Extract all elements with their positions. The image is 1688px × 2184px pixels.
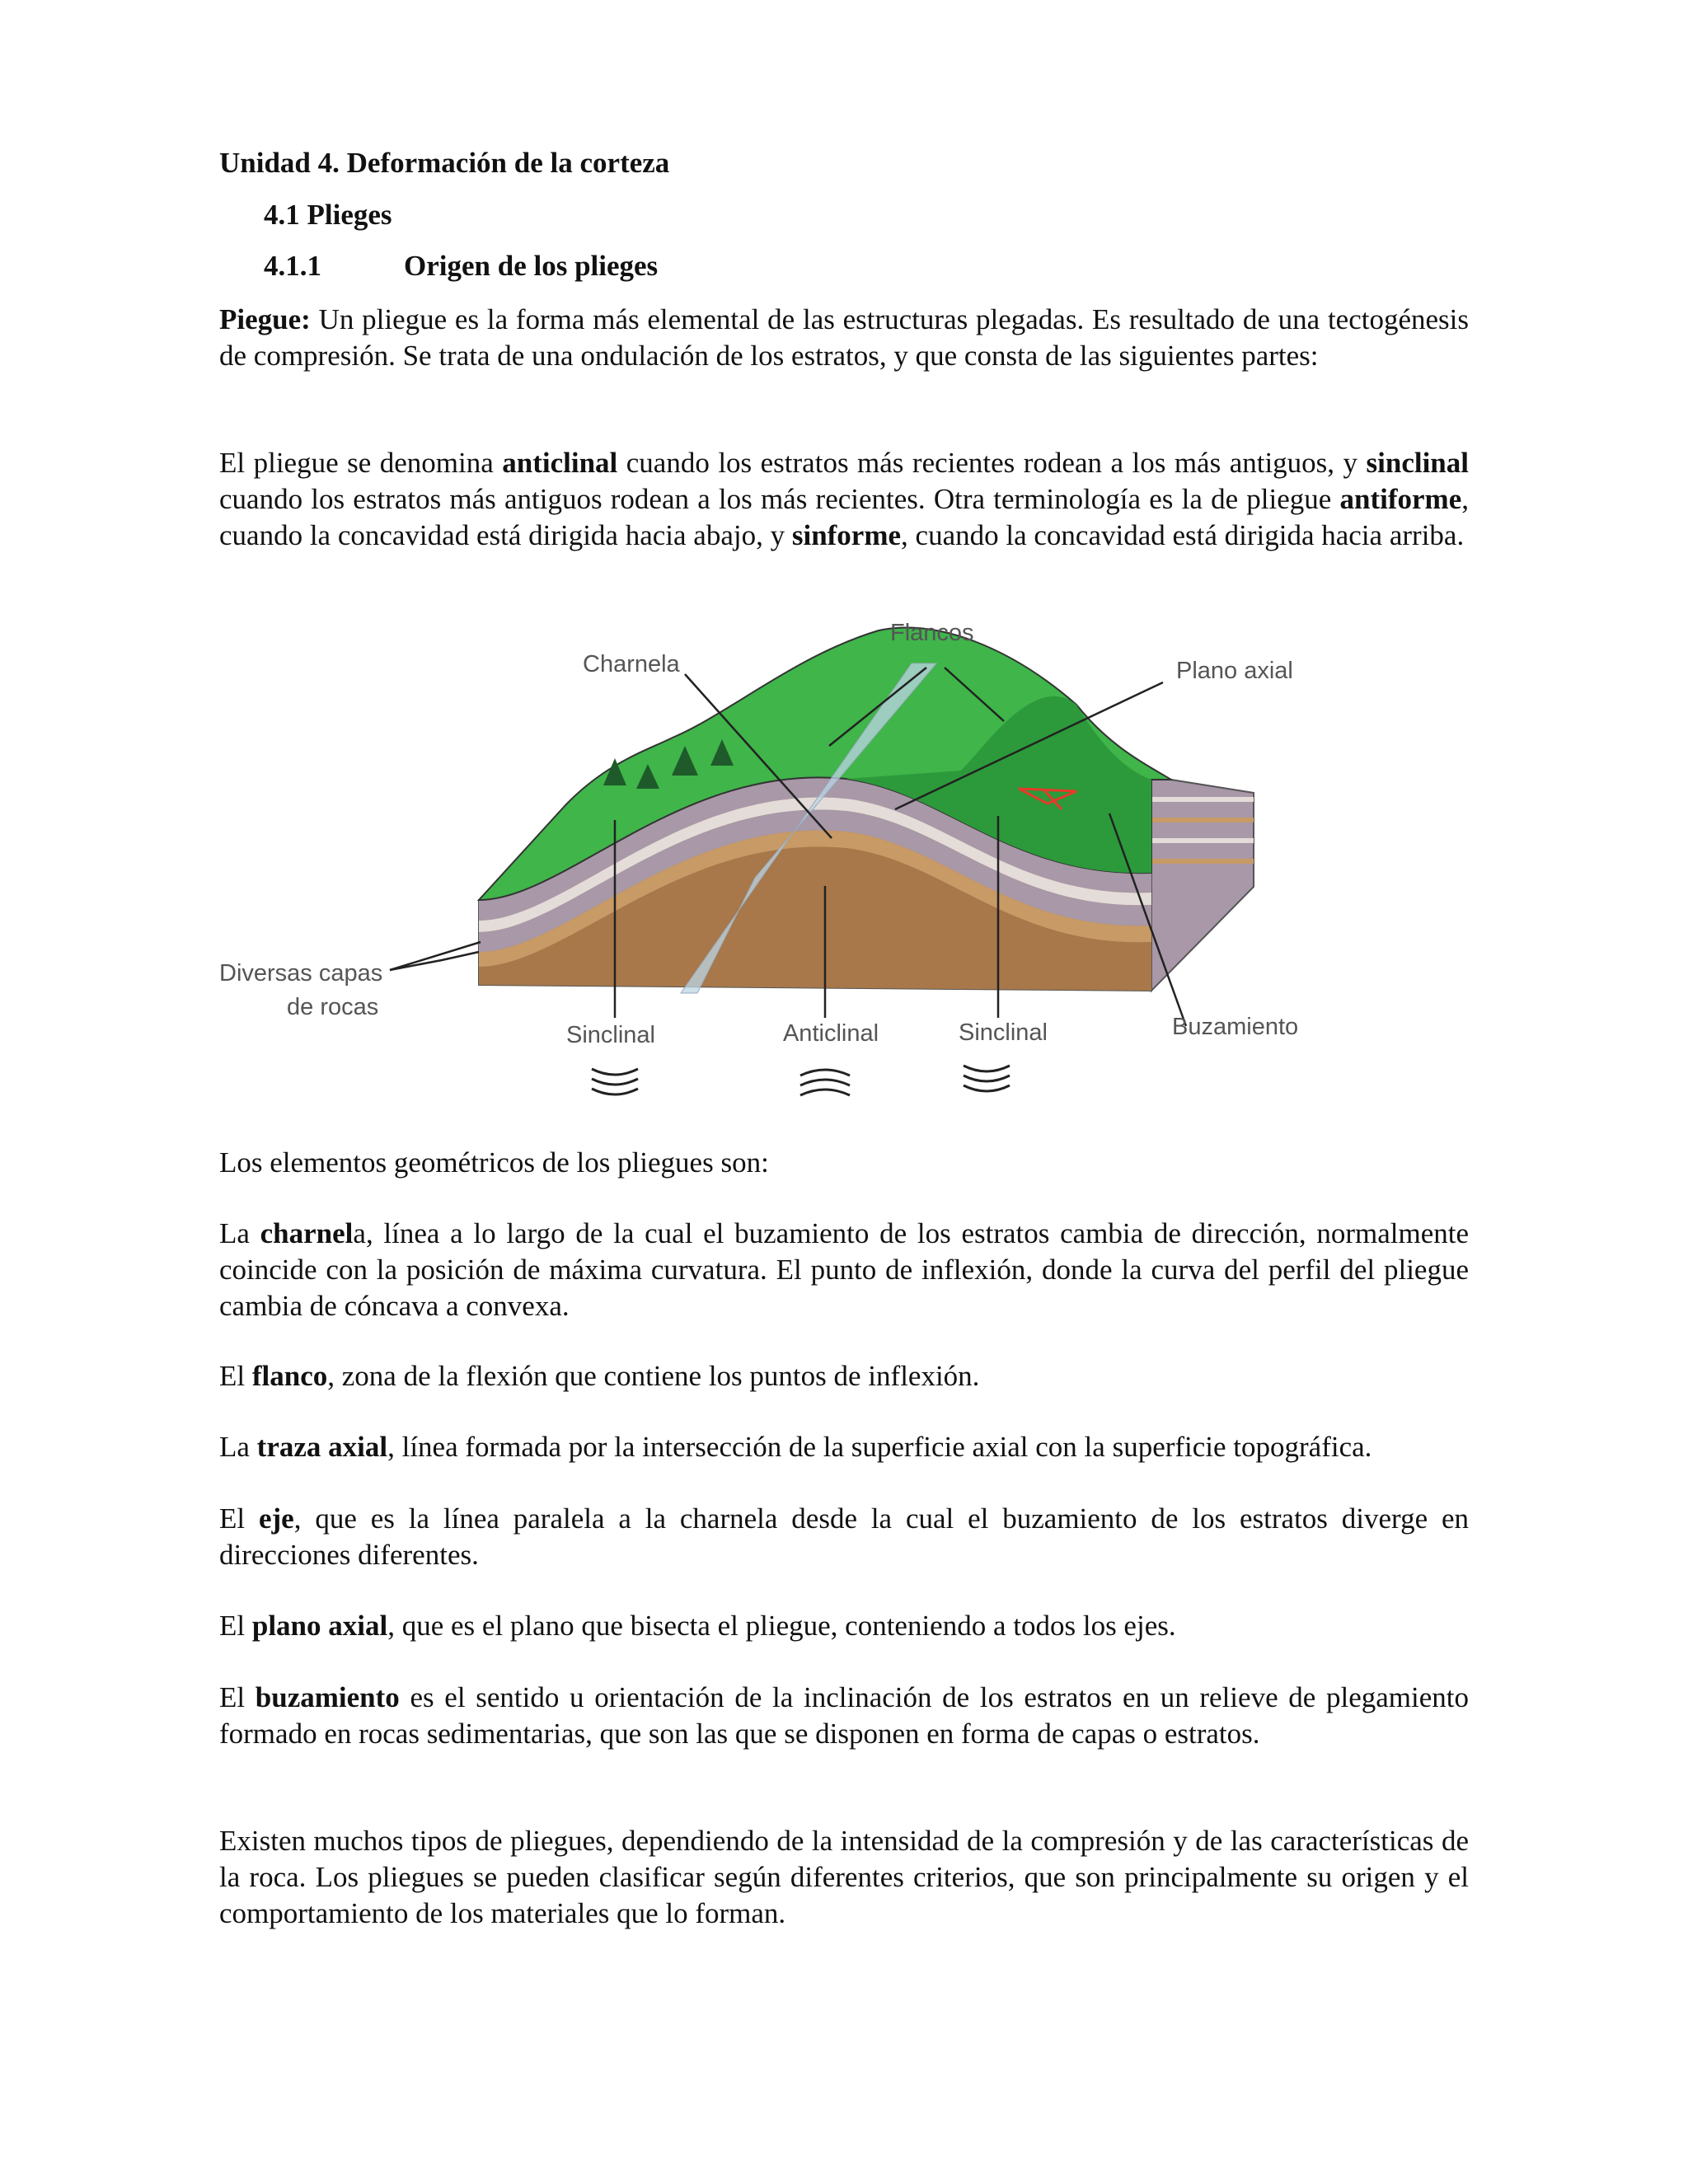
label-anticlinal: Anticlinal: [782, 1020, 879, 1047]
charnela-paragraph: La charnela, línea a lo largo de la cual el buzamiento de los estratos cambia de dirección, normalmente coincide con la posición de máxima curvatura. El punto de inflexión, donde la curva del perfil del pliegue cambia de cóncava a convexa.: [219, 1217, 1469, 1322]
sinclinal-symbol: [592, 1069, 638, 1075]
eje-paragraph: El eje, que es la línea paralela a la charnela desde la cual el buzamiento de los estratos diverge en direcciones diferentes.: [219, 1502, 1469, 1571]
sinclinal-symbol: [592, 1079, 638, 1085]
label-diversas-capas: Diversas capas: [219, 960, 383, 987]
unit-heading: Unidad 4. Deformación de la corteza: [219, 147, 670, 179]
sinclinal-symbol: [964, 1085, 1010, 1091]
closing-paragraph: Existen muchos tipos de pliegues, dependiendo de la intensidad de la compresión y de las características de la roca. Los pliegues se pueden clasificar según diferentes criterios, que son principalmente su origen y el comportamiento de los materiales que lo forman.: [219, 1825, 1469, 1929]
label-buzamiento: Buzamiento: [1172, 1014, 1299, 1040]
intro-term: Piegue:: [219, 303, 311, 335]
sinclinal-symbol: [964, 1076, 1010, 1081]
fold-diagram-svg: [219, 614, 1469, 1108]
label-charnela: Charnela: [583, 651, 680, 677]
elements-intro: Los elementos geométricos de los pliegues son:: [219, 1146, 769, 1179]
intro-paragraph: Piegue: Un pliegue es la forma más elemental de las estructuras plegadas. Es resultado de una tectogénesis de compresión. Se trata de una ondulación de los estratos, y que consta de las siguientes partes:: [219, 303, 1469, 372]
sinclinal-symbol: [964, 1066, 1010, 1071]
anticlinal-symbol: [800, 1070, 850, 1076]
sinclinal-symbol: [592, 1089, 638, 1094]
subsection-heading: [264, 250, 658, 283]
label-sinclinal-left: Sinclinal: [566, 1022, 655, 1048]
section-heading: 4.1 Plieges: [264, 199, 392, 231]
fold-symbols: [592, 1066, 1010, 1095]
anticlinal-symbol: [800, 1080, 850, 1085]
anticlinal-symbol: [800, 1090, 850, 1095]
leader-line-capas: [390, 952, 479, 970]
label-de-rocas: de rocas: [287, 994, 379, 1020]
label-sinclinal-right: Sinclinal: [959, 1019, 1048, 1046]
subsection-number: 4.1.1: [264, 250, 321, 282]
label-plano-axial: Plano axial: [1176, 658, 1293, 684]
buzamiento-paragraph: El buzamiento es el sentido u orientación de la inclinación de los estratos en un relieve de plegamiento formado en rocas sedimentarias, que son las que se disponen en forma de capas o estratos.: [219, 1681, 1469, 1750]
flanco-paragraph: El flanco, zona de la flexión que contiene los puntos de inflexión.: [219, 1360, 980, 1392]
subsection-title: Origen de los plieges: [404, 250, 659, 282]
fold-diagram: [219, 614, 1469, 1108]
leader-line-capas: [390, 942, 481, 970]
fold-types-paragraph: El pliegue se denomina anticlinal cuando los estratos más recientes rodean a los más antiguos, y sinclinal cuando los estratos más antiguos rodean a los más recientes. Otra terminología es la de pliegue antiforme, cuando la concavidad está dirigida hacia abajo, y sinforme, cuando la concavidad está dirigida hacia arriba.: [219, 447, 1469, 551]
traza-axial-paragraph: La traza axial, línea formada por la intersección de la superficie axial con la superficie topográfica.: [219, 1431, 1372, 1463]
plano-axial-paragraph: El plano axial, que es el plano que bisecta el pliegue, conteniendo a todos los ejes.: [219, 1610, 1176, 1642]
block-right-face: [1151, 780, 1254, 991]
label-flancos: Flancos: [890, 620, 974, 646]
